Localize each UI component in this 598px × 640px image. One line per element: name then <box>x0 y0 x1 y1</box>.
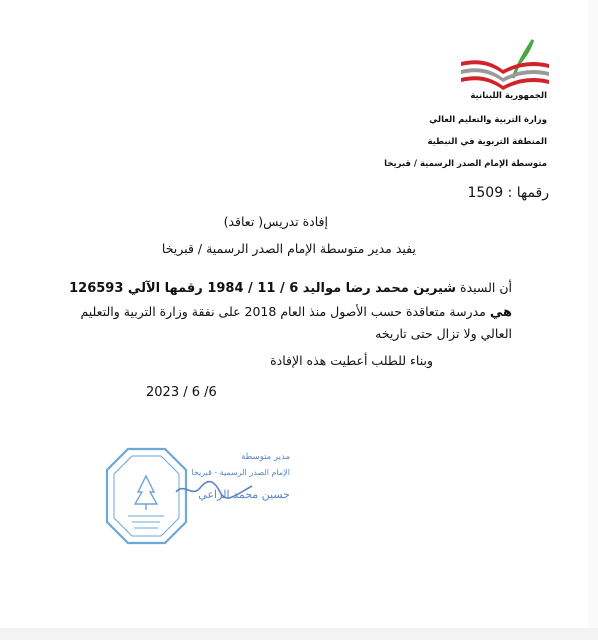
body-line-1-prefix: أن السيدة <box>456 280 512 295</box>
document-date: 2023 / 6 /6 <box>146 385 217 400</box>
header-region: المنطقة التربوية في النبطية <box>427 137 547 147</box>
document-title: إفادة تدريس( تعاقد) <box>223 214 328 229</box>
reference-number: رقمها : 1509 <box>467 185 549 201</box>
header-school: متوسطة الإمام الصدر الرسمية / قبريخا <box>384 159 547 169</box>
document-subtitle: يفيد مدير متوسطة الإمام الصدر الرسمية / قبريخا <box>161 241 416 256</box>
signature-school: الإمام الصدر الرسمية - قبريخا <box>191 468 290 477</box>
body-line-1 <box>69 280 512 296</box>
signature-block <box>180 452 290 522</box>
page-bottom-edge <box>0 628 598 640</box>
signature-title: مدير متوسطة <box>241 452 290 462</box>
body-line-2-bold: هي <box>489 305 512 320</box>
header-ministry: وزارة التربية والتعليم العالي <box>429 115 547 125</box>
header-republic: الجمهورية اللبنانية <box>470 91 547 101</box>
body-line-3: العالي ولا تزال حتى تاريخه <box>375 326 512 341</box>
signature-name: حسين محمد الزاعي <box>198 488 290 501</box>
handwritten-signature-icon <box>174 478 254 500</box>
body-line-2 <box>80 304 512 320</box>
ministry-logo-icon <box>455 38 555 92</box>
body-line-4: وبناء للطلب أعطيت هذه الإفادة <box>270 353 433 368</box>
page-right-edge <box>588 0 598 628</box>
body-line-2-rest: مدرسة متعاقدة حسب الأصول منذ العام 2018 على نفقة وزارة التربية والتعليم <box>80 304 490 319</box>
employee-details: شيرين محمد رضا مواليد 6 / 11 / 1984 رقمها الآلي 126593 <box>69 281 457 296</box>
